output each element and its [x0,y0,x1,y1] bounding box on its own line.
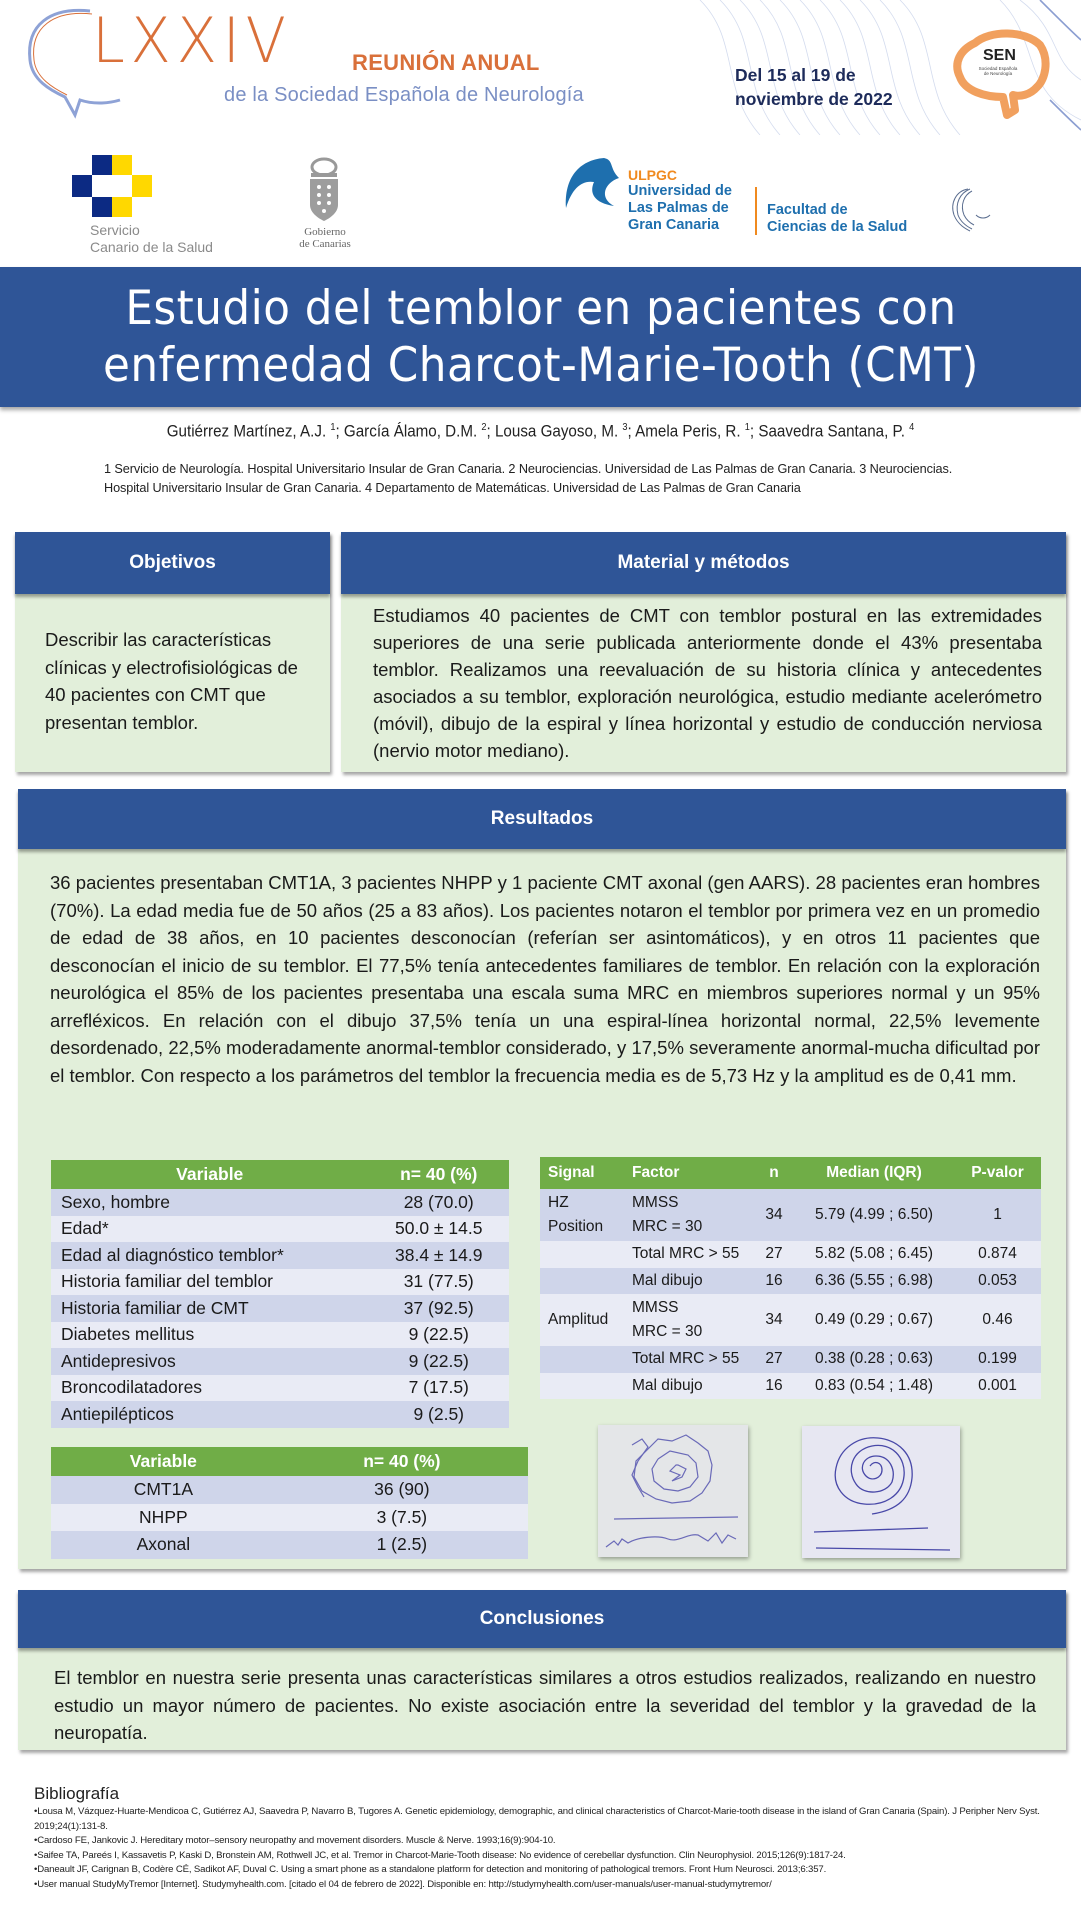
table-row [51,1401,509,1428]
n-cell: 27 [754,1241,794,1268]
value-cell: 7 (17.5) [368,1375,509,1402]
table-header: Variable [51,1160,368,1189]
spiral-drawing-abnormal-image [598,1425,748,1557]
ulpgc-line-3: Gran Canaria [628,217,720,233]
table-row [51,1216,509,1243]
table-row [51,1504,528,1532]
author-affiliation-number: 4 [909,422,915,433]
value-cell: 50.0 ± 14.5 [368,1216,509,1243]
poster-title [103,280,979,394]
variable-cell: NHPP [51,1504,276,1532]
table-row [51,1295,509,1322]
signal-cell [540,1189,624,1241]
value-cell: 31 (77.5) [368,1269,509,1296]
author-separator: ; [749,422,759,441]
objetivos-text: Describir las características clínicas y electrofisiológicas de 40 pacientes con CMT que presentan temblor. [45,629,298,733]
title-line-1: Estudio del temblor en pacientes con [124,281,957,336]
variable-cell: CMT1A [51,1476,276,1504]
scs-line-2: Canario de la Salud [90,239,213,255]
poster-title-band [0,267,1081,407]
conference-banner [0,0,1081,135]
metodos-section [341,532,1066,772]
median-cell: 0.49 (0.29 ; 0.67) [794,1294,954,1346]
sen-logo-text: SEN [983,47,1016,64]
resultados-text: 36 pacientes presentaban CMT1A, 3 pacientes NHPP y 1 paciente CMT axonal (gen AARS). 28 pacientes eran hombres (70%). La edad media fue de 50 años (25 a 83 años). Los pacientes notaron el temblor por primera vez en un promedio de edad de 38 años, en 10 pacientes desconocían (referían ser asintomáticos), y en otros 11 pacientes que desconocían el inicio de su temblor. El 77,5% tenía antecedentes familiares de temblor. En relación con la exploración neurológica el 85% de los pacientes presentaba una escala suma MRC en miembros superiores normal y un 95% arrefléxicos. En relación con el dibujo 37,5% tenía un una espiral-línea horizontal normal, 22,5% levemente desordenado, 22,5% moderadamente anormal-temblor considerado, y 17,5% severamente anormal-mucha dificultad por el temblor. Con respecto a los parámetros del temblor la frecuencia media es de 5,73 Hz y la amplitud es de 0,41 mm. [50,872,1040,1086]
signal-cell [540,1373,624,1400]
event-name: REUNIÓN ANUAL [352,50,540,75]
author-name: García Álamo, D.M. [343,422,482,441]
variable-cell: Axonal [51,1531,276,1559]
median-cell: 6.36 (5.55 ; 6.98) [794,1268,954,1295]
signal-line-1: Amplitud [548,1311,609,1328]
ulpgc-abbreviation: ULPGC [628,167,677,183]
reference-item: •Cardoso FE, Jankovic J. Hereditary motor–sensory neuropathy and movement disorders. Muscle & Nerve. 1993;16(9):904-10. [34,1835,556,1846]
cmt-type-table [51,1447,528,1559]
value-cell: 38.4 ± 14.9 [368,1242,509,1269]
table-row [51,1242,509,1269]
dates-line-2: noviembre de 2022 [735,89,893,109]
author-affiliation-number: 1 [744,422,750,433]
dates-line-1: Del 15 al 19 de [735,65,856,85]
metodos-heading: Material y métodos [341,532,1066,594]
signal-cell [540,1346,624,1373]
variable-cell: Edad* [51,1216,368,1243]
variable-cell: Sexo, hombre [51,1189,368,1216]
factor-line-1: MMSS [632,1194,679,1211]
signal-line-1: HZ [548,1194,569,1211]
conclusiones-text: El temblor en nuestra serie presenta unas características similares a otros estudios realizados, realizando en nuestro estudio un mayor número de pacientes. No existe asociación entre la severidad del temblor y la gravedad de la neuropatía. [54,1667,1036,1743]
table-header: n= 40 (%) [368,1160,509,1189]
value-cell: 9 (22.5) [368,1322,509,1349]
author-name: Saavedra Santana, P. [758,422,910,441]
value-cell: 9 (22.5) [368,1348,509,1375]
n-cell: 16 [754,1373,794,1400]
ulpgc-line-2: Las Palmas de [628,200,729,216]
n-cell: 34 [754,1294,794,1346]
factor-cell [624,1268,754,1295]
table-row [51,1322,509,1349]
factor-line-2: MRC = 30 [632,1323,703,1340]
resultados-section [18,789,1066,1569]
conclusiones-heading: Conclusiones [18,1590,1066,1648]
metodos-text: Estudiamos 40 pacientes de CMT con temblor postural en las extremidades superiores de una serie publicada anteriormente donde el 43% presentaba temblor. Realizamos una reevaluación de su historia clínica y antecedentes asociados a su temblor, exploración neurológica, estudio mediante acelerómetro (móvil), dibujo de la espiral y línea horizontal y estudio de conducción nerviosa (nervio motor mediano). [373,605,1042,761]
factor-line-2: MRC = 30 [632,1218,703,1235]
resultados-heading: Resultados [18,789,1066,849]
affiliations: 1 Servicio de Neurología. Hospital Universitario Insular de Gran Canaria. 2 Neurociencias. Universidad de Las Palmas de Gran Canaria. 3 Neurociencias. Hospital Universitario Insular de Gran Canaria. 4 Departamento de Matemáticas. Universidad de Las Palmas de Gran Canaria [104,462,953,495]
factor-cell [624,1294,754,1346]
servicio-canario-salud-label [90,222,213,256]
signal-cell [540,1268,624,1295]
logo-divider [755,187,757,235]
facultad-line-1: Facultad de [767,202,848,218]
reference-item: •User manual StudyMyTremor [Internet]. Studymyhealth.com. [citado el 04 de febrero de 2022]. Disponible en: http://studymyhealth.com/user-manuals/user-manual-studymytremor/ [34,1878,772,1890]
n-cell: 34 [754,1189,794,1241]
author-separator: ; [627,422,636,441]
reference-item: •Lousa M, Vázquez-Huarte-Mendicoa C, Gutiérrez AJ, Saavedra P, Navarro B, Tugores A. Genetic epidemiology, demographic, and clinical characteristics of Charcot-Marie-tooth disease in the island of Gran Canaria (Spain). J Peripher Nerv Syst. 2019;24(1):131-8. [34,1806,1040,1832]
value-cell: 37 (92.5) [368,1295,509,1322]
objetivos-section [15,532,330,772]
demographics-table [51,1160,509,1428]
conclusiones-section [18,1590,1066,1750]
facultad-profile-logo-icon [946,185,996,235]
variable-cell: Antidepresivos [51,1348,368,1375]
bibliografia-list [34,1805,1054,1892]
ulpgc-name [628,183,732,234]
factor-cell [624,1241,754,1268]
table-row [540,1268,1041,1295]
author-affiliation-number: 2 [481,422,487,433]
factor-cell [624,1373,754,1400]
factor-line-1: Mal dibujo [632,1271,703,1289]
median-cell: 0.38 (0.28 ; 0.63) [794,1346,954,1373]
median-cell: 0.83 (0.54 ; 1.48) [794,1373,954,1400]
spiral-drawing-normal-image [802,1426,960,1558]
authors-list [43,422,1038,442]
gobierno-canarias-shield-icon [300,155,350,225]
table-row [540,1346,1041,1373]
facultad-line-2: Ciencias de la Salud [767,219,908,235]
scs-line-1: Servicio [90,222,140,238]
p-value-cell: 0.874 [954,1241,1041,1268]
table-header: Factor [624,1157,754,1189]
table-row [51,1375,509,1402]
p-value-cell: 0.199 [954,1346,1041,1373]
author-affiliation-number: 1 [330,422,336,433]
signal-cell [540,1294,624,1346]
ulpgc-wave-logo-icon [564,158,624,218]
variable-cell: Antiepilépticos [51,1401,368,1428]
signal-cell [540,1241,624,1268]
p-value-cell: 1 [954,1189,1041,1241]
p-value-cell: 0.001 [954,1373,1041,1400]
median-cell: 5.79 (4.99 ; 6.50) [794,1189,954,1241]
author-separator: ; [335,422,344,441]
variable-cell: Edad al diagnóstico temblor* [51,1242,368,1269]
value-cell: 36 (90) [276,1476,528,1504]
variable-cell: Broncodilatadores [51,1375,368,1402]
table-header: Variable [51,1447,276,1476]
table-row [51,1189,509,1216]
table-row [51,1531,528,1559]
table-row [540,1241,1041,1268]
title-line-2: enfermedad Charcot-Marie-Tooth (CMT) [102,338,979,393]
table-row [51,1269,509,1296]
tremor-spiral-drawing-icon [598,1425,748,1557]
gob-line-2: de Canarias [299,238,351,250]
normal-spiral-drawing-icon [802,1426,960,1558]
value-cell: 1 (2.5) [276,1531,528,1559]
factor-line-1: MMSS [632,1299,679,1316]
author-name: Amela Peris, R. [635,422,745,441]
table-header: n [754,1157,794,1189]
tremor-parameters-table [540,1157,1041,1399]
table-row [540,1189,1041,1241]
servicio-canario-salud-logo-icon [72,155,172,219]
gobierno-canarias-label [294,226,356,250]
event-dates [735,63,893,111]
value-cell: 3 (7.5) [276,1504,528,1532]
reference-item: •Saifee TA, Pareés I, Kassavetis P, Kaski D, Bronstein AM, Rothwell JC, et al. Tremor in Charcot-Marie-Tooth disease: No evidence of cerebellar dysfunction. Clin Neurophysiol. 2015;126(9):1817-24. [34,1849,846,1861]
author-name: Gutiérrez Martínez, A.J. [166,422,331,441]
table-header: n= 40 (%) [276,1447,528,1476]
table-row [540,1294,1041,1346]
value-cell: 9 (2.5) [368,1401,509,1428]
n-cell: 16 [754,1268,794,1295]
table-header: P-valor [954,1157,1041,1189]
variable-cell: Diabetes mellitus [51,1322,368,1349]
factor-line-1: Mal dibujo [632,1376,703,1394]
author-separator: ; [486,422,495,441]
society-name: de la Sociedad Española de Neurología [224,84,584,106]
factor-cell [624,1189,754,1241]
p-value-cell: 0.053 [954,1268,1041,1295]
table-row [51,1348,509,1375]
factor-line-1: Total MRC > 55 [632,1350,740,1368]
median-cell: 5.82 (5.08 ; 6.45) [794,1241,954,1268]
signal-line-2: Position [548,1218,604,1235]
factor-line-1: Total MRC > 55 [632,1245,740,1263]
reference-item: •Daneault JF, Carignan B, Codère CÉ, Sadikot AF, Duval C. Using a smart phone as a standalone platform for detection and monitoring of pathological tremors. Front Hum Neurosci. 2013;6:357. [34,1864,827,1875]
sen-logo-subtitle: Sociedad Española de Neurología [978,66,1018,76]
edition-number: LXXIV [92,4,292,77]
table-row [540,1373,1041,1400]
n-cell: 27 [754,1346,794,1373]
table-row [51,1476,528,1504]
gob-line-1: Gobierno [304,226,346,238]
variable-cell: Historia familiar del temblor [51,1269,368,1296]
bibliografia-heading: Bibliografía [34,1784,120,1803]
variable-cell: Historia familiar de CMT [51,1295,368,1322]
author-name: Lousa Gayoso, M. [494,422,623,441]
facultad-name [767,202,907,236]
table-header: Signal [540,1157,624,1189]
p-value-cell: 0.46 [954,1294,1041,1346]
factor-cell [624,1346,754,1373]
author-affiliation-number: 3 [622,422,628,433]
value-cell: 28 (70.0) [368,1189,509,1216]
ulpgc-line-1: Universidad de [628,183,732,199]
objetivos-heading: Objetivos [15,532,330,594]
table-header: Median (IQR) [794,1157,954,1189]
